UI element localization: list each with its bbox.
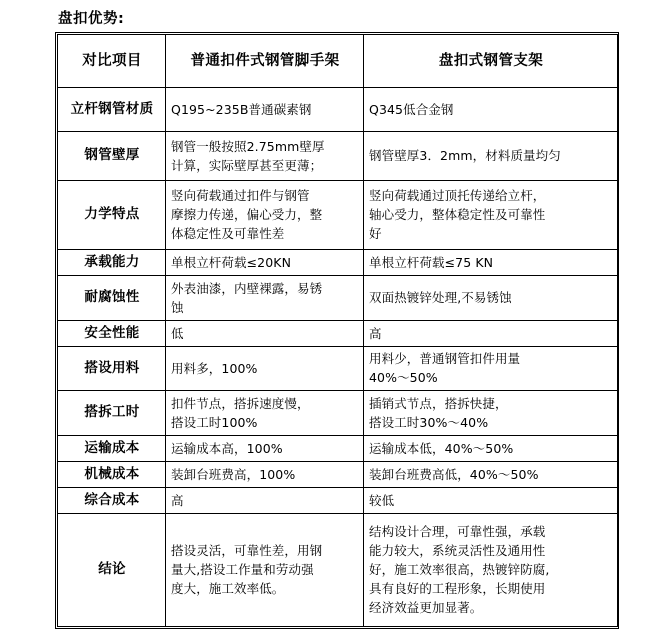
cell-line: 具有良好的工程形象，长期使用 bbox=[369, 581, 546, 596]
cell-common bbox=[166, 488, 364, 514]
cell-line: 较低 bbox=[369, 492, 395, 508]
cell-line: 40%～50% bbox=[369, 370, 438, 385]
cell-common bbox=[166, 181, 364, 250]
cell-line: 扣件节点，搭拆速度慢， bbox=[171, 395, 310, 411]
cell-line: 轴心受力，整体稳定性及可靠性 bbox=[369, 207, 546, 222]
page-title: 盘扣优势: bbox=[58, 11, 125, 27]
table-row bbox=[58, 488, 618, 514]
cell-line: 单根立杆荷载≤20KN bbox=[171, 254, 292, 270]
cell-common bbox=[166, 132, 364, 181]
cell-line: 量大,搭设工作量和劳动强 bbox=[171, 562, 314, 577]
cell-line: 外表油漆，内壁裸露，易锈 bbox=[171, 280, 323, 296]
column-header-item: 对比项目 bbox=[58, 35, 166, 88]
column-header-common-scaffold: 普通扣件式钢管脚手架 bbox=[166, 35, 364, 88]
cell-line: 用料少，普通钢管扣件用量 bbox=[369, 351, 521, 366]
row-label: 耐腐蚀性 bbox=[58, 276, 166, 321]
cell-ringlock bbox=[364, 276, 618, 321]
cell-line: 度大，施工效率低。 bbox=[171, 581, 285, 596]
row-label: 结论 bbox=[58, 514, 166, 627]
table-row bbox=[58, 181, 618, 250]
table-row bbox=[58, 321, 618, 347]
table-body bbox=[58, 35, 618, 627]
cell-line: 插销式节点，搭拆快捷， bbox=[369, 395, 508, 411]
row-label: 搭拆工时 bbox=[58, 391, 166, 436]
cell-line: 计算，实际壁厚甚至更薄； bbox=[171, 157, 323, 173]
cell-common bbox=[166, 321, 364, 347]
cell-line: Q195~235B普通碳素钢 bbox=[171, 101, 312, 117]
cell-line: 装卸台班费高低，40%～50% bbox=[369, 466, 539, 482]
cell-ringlock bbox=[364, 436, 618, 462]
cell-line: 好 bbox=[369, 226, 382, 241]
row-label: 综合成本 bbox=[58, 488, 166, 514]
comparison-table bbox=[57, 34, 618, 627]
cell-line: 运输成本低，40%～50% bbox=[369, 440, 514, 456]
table-header-row bbox=[58, 35, 618, 88]
cell-line: 蚀 bbox=[171, 299, 184, 315]
table-row bbox=[58, 347, 618, 391]
table-row bbox=[58, 276, 618, 321]
cell-ringlock bbox=[364, 132, 618, 181]
table-row bbox=[58, 88, 618, 132]
row-label: 运输成本 bbox=[58, 436, 166, 462]
table-row bbox=[58, 514, 618, 627]
cell-common bbox=[166, 436, 364, 462]
cell-line: 运输成本高，100% bbox=[171, 440, 283, 456]
cell-line: 经济效益更加显著。 bbox=[369, 600, 483, 615]
cell-common bbox=[166, 462, 364, 488]
comparison-table-container bbox=[55, 32, 619, 629]
row-label: 立杆钢管材质 bbox=[58, 88, 166, 132]
cell-ringlock bbox=[364, 181, 618, 250]
cell-ringlock bbox=[364, 347, 618, 391]
cell-line: 单根立杆荷载≤75 KN bbox=[369, 254, 494, 270]
cell-line: 搭设灵活，可靠性差，用钢 bbox=[171, 543, 323, 558]
cell-ringlock bbox=[364, 321, 618, 347]
cell-line: 用料多，100% bbox=[171, 360, 258, 376]
row-label: 安全性能 bbox=[58, 321, 166, 347]
cell-line: 竖向荷载通过顶托传递给立杆， bbox=[369, 188, 546, 203]
row-label: 机械成本 bbox=[58, 462, 166, 488]
row-label: 钢管壁厚 bbox=[58, 132, 166, 181]
cell-ringlock bbox=[364, 514, 618, 627]
cell-line: 高 bbox=[369, 325, 382, 341]
cell-common bbox=[166, 250, 364, 276]
cell-line: 低 bbox=[171, 325, 184, 341]
cell-line: 结构设计合理，可靠性强，承载 bbox=[369, 524, 546, 539]
cell-line: 好，施工效率很高，热镀锌防腐, bbox=[369, 562, 550, 577]
cell-line: 双面热镀锌处理,不易锈蚀 bbox=[369, 290, 512, 305]
cell-line: 能力较大，系统灵活性及通用性 bbox=[369, 543, 546, 558]
column-header-ringlock-support: 盘扣式钢管支架 bbox=[364, 35, 618, 88]
cell-common bbox=[166, 347, 364, 391]
cell-line: Q345低合金钢 bbox=[369, 101, 454, 117]
cell-line: 高 bbox=[171, 492, 184, 508]
cell-ringlock bbox=[364, 88, 618, 132]
cell-ringlock bbox=[364, 462, 618, 488]
table-row bbox=[58, 462, 618, 488]
cell-line: 钢管壁厚3．2mm，材料质量均匀 bbox=[369, 148, 561, 163]
row-label: 搭设用料 bbox=[58, 347, 166, 391]
table-row bbox=[58, 250, 618, 276]
cell-common bbox=[166, 276, 364, 321]
cell-ringlock bbox=[364, 488, 618, 514]
row-label: 力学特点 bbox=[58, 181, 166, 250]
cell-line: 钢管一般按照2.75mm壁厚 bbox=[171, 138, 325, 154]
cell-line: 搭设工时100% bbox=[171, 414, 258, 430]
table-row bbox=[58, 436, 618, 462]
cell-ringlock bbox=[364, 391, 618, 436]
row-label: 承载能力 bbox=[58, 250, 166, 276]
table-row bbox=[58, 391, 618, 436]
cell-ringlock bbox=[364, 250, 618, 276]
cell-common bbox=[166, 88, 364, 132]
cell-line: 装卸台班费高，100% bbox=[171, 466, 296, 482]
cell-line: 摩擦力传递，偏心受力，整 bbox=[171, 207, 323, 222]
cell-line: 体稳定性及可靠性差 bbox=[171, 226, 285, 241]
cell-common bbox=[166, 391, 364, 436]
cell-common bbox=[166, 514, 364, 627]
cell-line: 竖向荷载通过扣件与钢管 bbox=[171, 188, 310, 203]
cell-line: 搭设工时30%～40% bbox=[369, 414, 489, 430]
table-row bbox=[58, 132, 618, 181]
